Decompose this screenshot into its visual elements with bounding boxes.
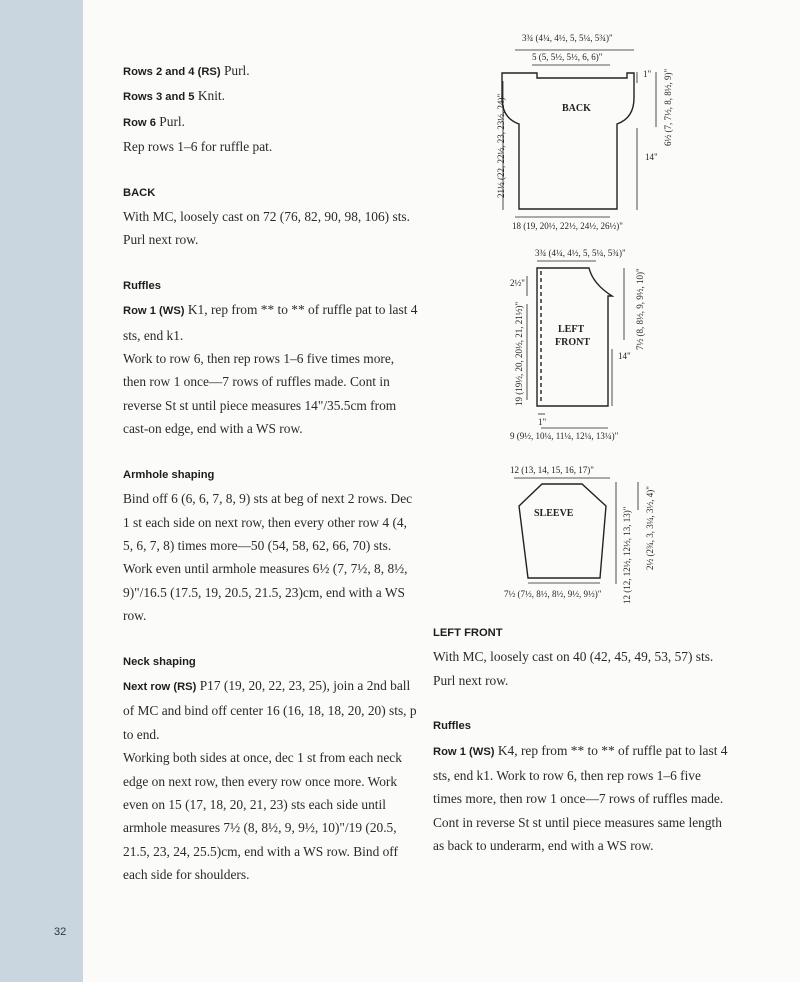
side-color-band [0, 0, 83, 982]
back-neck-width: 5 (5, 5½, 5½, 6, 6)" [532, 52, 603, 62]
ruffles-heading: Ruffles [433, 720, 471, 733]
front-title-line2: FRONT [555, 337, 590, 348]
sleeve-outline [519, 484, 606, 578]
row-label: Rows 2 and 4 (RS) [123, 66, 221, 78]
pattern-row-paragraph [123, 110, 418, 135]
row-label: Next row (RS) [123, 680, 197, 693]
row-label: Row 1 (WS) [433, 745, 495, 758]
back-armhole-depth: 6½ (7, 7½, 8, 8½, 9)" [663, 68, 673, 146]
ruffles-row1 [123, 298, 418, 347]
pattern-row-paragraph [123, 84, 418, 109]
back-neck-depth: 1" [643, 69, 652, 79]
row-text: K4, rep from ** to ** of ruffle pat to last 4 sts, end k1. Work to row 6, then rep rows 1–6 five times more, then row 1 once—7 rows of ruffles made. Cont in reverse St st until piece measures same length as back to underarm, end with a WS row. [433, 742, 728, 854]
front-armhole-depth: 7½ (8, 8½, 9, 9½, 10)" [635, 268, 645, 350]
ruffles-heading: Ruffles [123, 279, 161, 292]
row-text: Rep rows 1–6 for ruffle pat. [123, 139, 273, 155]
sleeve-title: SLEEVE [534, 508, 574, 519]
armhole-instructions: Bind off 6 (6, 6, 7, 8, 9) sts at beg of next 2 rows. Dec 1 st each side on next row, then every other row 4 (4, 5, 6, 7, 8) times more—50 (54, 58, 62, 66, 70) sts. Work even until armhole measures 6½ (7, 7½, 8, 8½, 9)"/16.5 (17.5, 19, 20.5, 21.5, 23)cm, end with a WS row. [123, 491, 413, 624]
right-column [433, 622, 733, 858]
sleeve-top-width: 12 (13, 14, 15, 16, 17)" [510, 465, 594, 475]
pattern-row-paragraph [123, 135, 418, 158]
left-column [123, 59, 418, 887]
sleeve-bottom-width: 7½ (7½, 8½, 8½, 9½, 9½)" [504, 589, 602, 599]
front-bottom-width: 9 (9½, 10¼, 11¼, 12¼, 13¼)" [510, 431, 619, 441]
back-side-length: 14" [645, 152, 658, 162]
back-outline [502, 73, 634, 209]
front-band-width: 1" [538, 417, 547, 427]
row-label: Row 6 [123, 116, 156, 129]
back-instructions: With MC, loosely cast on 72 (76, 82, 90, 98, 106) sts. Purl next row. [123, 209, 410, 248]
neck-heading: Neck shaping [123, 655, 196, 668]
back-title: BACK [562, 103, 591, 114]
pattern-row-paragraph [123, 59, 418, 84]
front-shoulder-width: 3¾ (4¼, 4½, 5, 5¼, 5¾)" [535, 248, 626, 258]
front-title-line1: LEFT [558, 324, 585, 335]
sleeve-cap-height: 2½ (2¾, 3, 3¼, 3½, 4)" [645, 486, 655, 570]
ruffles-row1 [433, 739, 733, 858]
neck-next-row [123, 674, 418, 746]
row-text: Knit. [194, 88, 226, 104]
back-schematic [480, 28, 680, 238]
back-top-width: 3¾ (4¼, 4½, 5, 5¼, 5¾)" [522, 33, 613, 43]
back-heading: BACK [123, 186, 156, 199]
page-number: 32 [54, 926, 67, 938]
front-neck-drop: 2½" [510, 278, 525, 288]
sleeve-schematic [498, 456, 668, 616]
sleeve-length: 12 (12, 12½, 12½, 13, 13)" [622, 506, 632, 604]
row-label: Row 1 (WS) [123, 305, 185, 318]
back-total-length: 21½ (22, 22½, 23, 23½, 24)" [496, 93, 506, 198]
row-text: K1, rep from ** to ** of ruffle pat to last 4 sts, end k1. [123, 302, 418, 343]
back-bottom-width: 18 (19, 20½, 22½, 24½, 26½)" [512, 221, 623, 231]
left-front-instructions: With MC, loosely cast on 40 (42, 45, 49, 53, 57) sts. Purl next row. [433, 649, 714, 688]
ruffles-instructions: Work to row 6, then rep rows 1–6 five times more, then row 1 once—7 rows of ruffles made. Cont in reverse St st until piece measures 14"/35.5cm from cast-on edge, end with a WS row. [123, 351, 397, 437]
armhole-heading: Armhole shaping [123, 468, 215, 481]
row-text: P17 (19, 20, 22, 23, 25), join a 2nd ball of MC and bind off center 16 (16, 18, 18, 20, 20) sts, p to end. [123, 677, 417, 742]
row-text: Purl. [220, 63, 250, 78]
front-side-length: 14" [618, 351, 631, 361]
left-front-heading: LEFT FRONT [433, 627, 503, 639]
row-text: Purl. [155, 113, 185, 129]
neck-instructions: Working both sides at once, dec 1 st from each neck edge on next row, then every row once more. Work even on 15 (17, 18, 20, 21, 23) sts each side until armhole measures 7½ (8, 8½, 9, 9½, 10)"/19 (20.5, 21.5, 23, 24, 25.5)cm, end with a WS row. Bind off each side for shoulders. [123, 750, 402, 883]
row-label: Rows 3 and 5 [123, 91, 195, 104]
left-front-schematic [500, 248, 670, 448]
front-total-length: 19 (19½, 20, 20½, 21, 21½)" [514, 301, 524, 406]
